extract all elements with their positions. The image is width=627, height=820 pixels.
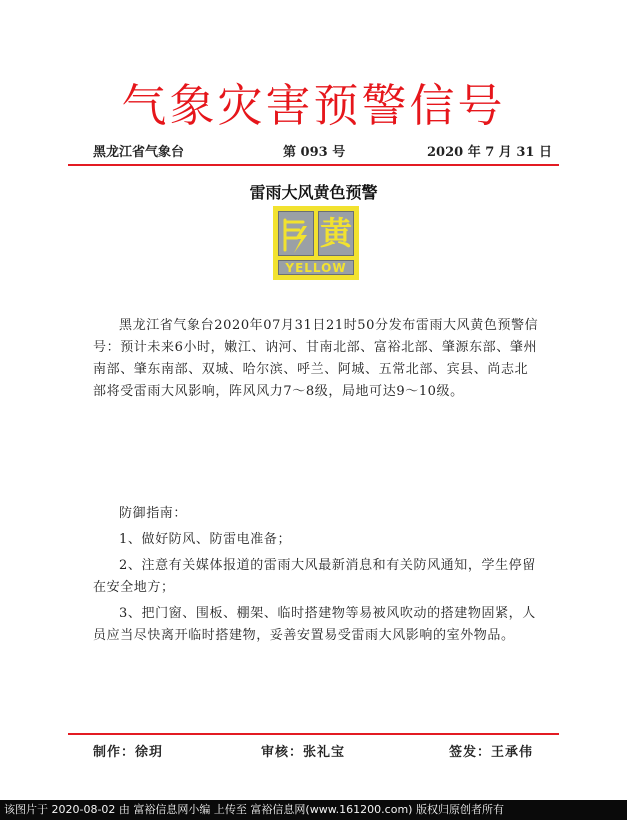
bottom-red-rule bbox=[68, 733, 559, 735]
watermark-footer: 该图片于 2020-08-02 由 富裕信息网小编 上传至 富裕信息网(www.161200.com) 版权归原创者所有 bbox=[0, 800, 627, 820]
guide-item: 2、注意有关媒体报道的雷雨大风最新消息和有关防风通知，学生停留在安全地方； bbox=[93, 558, 536, 595]
yellow-warning-signal bbox=[273, 206, 359, 280]
issue-date: 2020 年 7 月 31 日 bbox=[427, 145, 552, 160]
guide-item: 3、把门窗、围板、棚架、临时搭建物等易被风吹动的搭建物固紧，人员应当尽快离开临时搭建物，妥善安置易受雷雨大风影响的室外物品。 bbox=[93, 606, 536, 643]
signal-character: 黄 bbox=[319, 214, 352, 252]
signature-issuer: 签发：王承伟 bbox=[449, 745, 534, 760]
guide-item: 1、做好防风、防雷电准备； bbox=[119, 532, 292, 547]
warning-title: 雷雨大风黄色预警 bbox=[249, 183, 378, 202]
signature-maker: 制作：徐玥 bbox=[93, 745, 164, 760]
guide-heading: 防御指南： bbox=[119, 506, 188, 521]
masthead-title: 气象灾害预警信号 bbox=[121, 79, 506, 132]
defense-guide bbox=[93, 503, 539, 647]
issuer-name: 黑龙江省气象台 bbox=[93, 145, 185, 160]
document-number: 第 093 号 bbox=[283, 145, 346, 160]
signature-reviewer: 审核：张礼宝 bbox=[261, 745, 346, 760]
top-red-rule bbox=[68, 164, 559, 166]
signal-label: YELLOW bbox=[278, 260, 354, 275]
warning-body: 黑龙江省气象台2020年07月31日21时50分发布雷雨大风黄色预警信号：预计未来6小时，嫩江、讷河、甘南北部、富裕北部、肇源东部、肇州南部、肇东南部、双城、哈尔滨、呼兰、阿城、五常北部、宾县、尚志北部将受雷雨大风影响，阵风风力7～8级，局地可达9～10级。 bbox=[93, 318, 539, 399]
